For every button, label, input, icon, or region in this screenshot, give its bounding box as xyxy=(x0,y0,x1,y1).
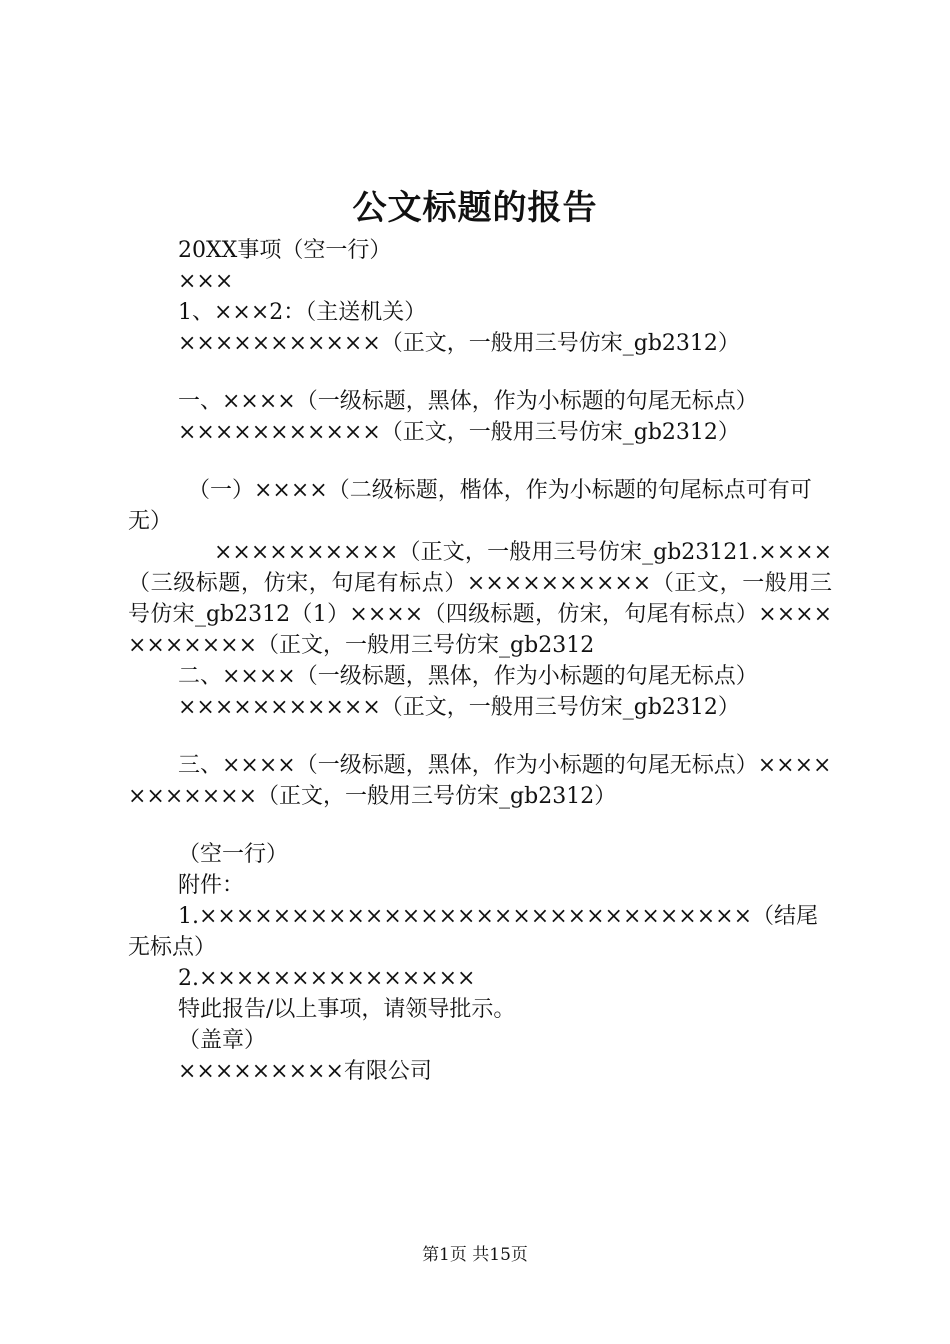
document-title: 公文标题的报告 xyxy=(352,188,598,228)
seal-note: （盖章） xyxy=(178,1028,267,1053)
blank-line xyxy=(128,448,832,475)
paragraph-recipient: 1、×××2：（主送机关） xyxy=(178,300,427,325)
paragraph-blank-note: （空一行） xyxy=(178,842,289,867)
heading-level-2: （一）××××（二级标题，楷体，作为小标题的句尾标点可有可无） xyxy=(128,478,812,534)
paragraph-date-line: 20XX事项（空一行） xyxy=(178,238,392,263)
heading-level-1-first: 一、××××（一级标题，黑体，作为小标题的句尾无标点） xyxy=(178,389,758,414)
closing-statement: 特此报告/以上事项，请领导批示。 xyxy=(178,997,516,1022)
heading-level-1-second: 二、××××（一级标题，黑体，作为小标题的句尾无标点） xyxy=(178,664,758,689)
attachments-label: 附件： xyxy=(178,873,245,898)
document-body xyxy=(128,235,832,1087)
attachment-item-2: 2.××××××××××××××× xyxy=(178,966,476,991)
paragraph-body-text: ×××××××××××（正文，一般用三号仿宋_gb2312） xyxy=(178,331,740,356)
attachment-item-1: 1.××××××××××××××××××××××××××××××（结尾无标点） xyxy=(128,904,818,960)
paragraph-body-text: ×××××××××××（正文，一般用三号仿宋_gb2312） xyxy=(178,420,740,445)
blank-line xyxy=(128,812,832,839)
page-number-footer: 第1页 共15页 xyxy=(422,1245,528,1265)
paragraph-placeholder-x: ××× xyxy=(178,269,234,294)
blank-line xyxy=(128,723,832,750)
company-signature: ×××××××××有限公司 xyxy=(178,1059,432,1084)
heading-level-1-third: 三、××××（一级标题，黑体，作为小标题的句尾无标点）×××××××××××（正文，一般用三号仿宋_gb2312） xyxy=(128,753,832,809)
paragraph-body-text: ×××××××××××（正文，一般用三号仿宋_gb2312） xyxy=(178,695,740,720)
paragraph-level-3-4-block: ××××××××××（正文，一般用三号仿宋_gb23121.××××（三级标题，仿宋，句尾有标点）××××××××××（正文，一般用三号仿宋_gb2312（1）××××（四级标题，仿宋，句尾有标点）×××××××××××（正文，一般用三号仿宋_gb2312 xyxy=(128,540,832,658)
blank-line xyxy=(128,359,832,386)
